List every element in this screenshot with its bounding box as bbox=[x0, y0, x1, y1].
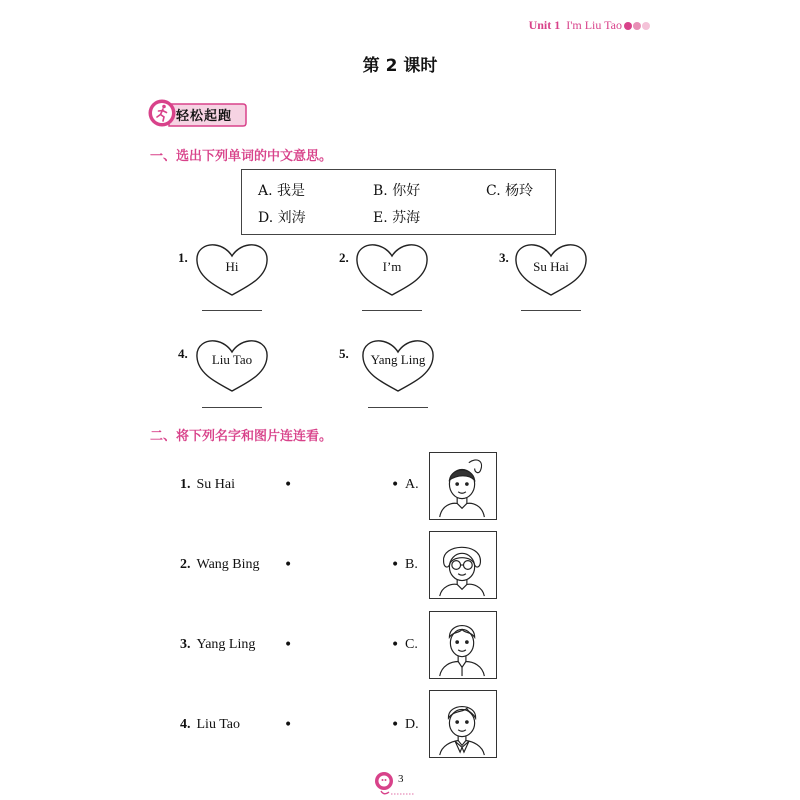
boy-with-collar-icon bbox=[430, 691, 496, 757]
match-name bbox=[180, 637, 255, 653]
section2-title: 二、将下列名字和图片连连看。 bbox=[150, 429, 333, 444]
picture-frame[interactable] bbox=[429, 690, 497, 758]
name-dot[interactable]: • bbox=[284, 637, 293, 653]
picture-frame[interactable] bbox=[429, 531, 497, 599]
match-name bbox=[180, 557, 260, 573]
match-number: 1. bbox=[180, 477, 191, 492]
header-unit: Unit 1 bbox=[528, 18, 561, 32]
picture-letter: D. bbox=[405, 717, 419, 732]
match-name bbox=[180, 717, 240, 733]
heart-word: Hi bbox=[225, 259, 239, 274]
item-number: 2. bbox=[339, 250, 349, 265]
item-number: 5. bbox=[339, 346, 349, 361]
picture-dot[interactable]: • bbox=[391, 717, 400, 733]
heart-word: I’m bbox=[382, 259, 402, 274]
item-number: 3. bbox=[499, 250, 509, 265]
match-name-text: Yang Ling bbox=[196, 637, 256, 652]
picture-dot[interactable]: • bbox=[391, 637, 400, 653]
name-dot[interactable]: • bbox=[284, 477, 293, 493]
match-name-text: Liu Tao bbox=[196, 717, 240, 732]
answer-line[interactable] bbox=[368, 407, 428, 408]
choice-b: B. 你好 bbox=[373, 183, 421, 199]
name-dot[interactable]: • bbox=[284, 557, 293, 573]
child-with-glasses-icon bbox=[430, 532, 496, 598]
picture-dot[interactable]: • bbox=[391, 477, 400, 493]
match-name-text: Su Hai bbox=[196, 477, 235, 492]
match-name bbox=[180, 477, 235, 493]
header-title: I'm Liu Tao bbox=[566, 18, 622, 32]
choice-a: A. 我是 bbox=[258, 183, 306, 199]
item-number: 4. bbox=[178, 346, 188, 361]
lesson-title: 第 2 课时 bbox=[362, 56, 438, 76]
boy-short-hair-icon bbox=[430, 612, 496, 678]
heart-word: Liu Tao bbox=[211, 352, 253, 367]
answer-line[interactable] bbox=[362, 310, 422, 311]
picture-letter: B. bbox=[405, 557, 418, 572]
item-number: 1. bbox=[178, 250, 188, 265]
page-number: 3 bbox=[398, 773, 404, 785]
choice-c: C. 杨玲 bbox=[486, 183, 534, 199]
picture-dot[interactable]: • bbox=[391, 557, 400, 573]
name-dot[interactable]: • bbox=[284, 717, 293, 733]
header-dot bbox=[633, 22, 641, 30]
choice-d: D. 刘涛 bbox=[258, 210, 306, 226]
footer-mascot-icon bbox=[373, 769, 417, 797]
picture-letter: A. bbox=[405, 477, 419, 492]
answer-line[interactable] bbox=[202, 407, 262, 408]
picture-frame[interactable] bbox=[429, 611, 497, 679]
match-number: 4. bbox=[180, 717, 191, 732]
match-number: 2. bbox=[180, 557, 191, 572]
picture-frame[interactable] bbox=[429, 452, 497, 520]
header-dots bbox=[623, 19, 650, 34]
header-dot bbox=[642, 22, 650, 30]
picture-letter: C. bbox=[405, 637, 418, 652]
heart-word: Su Hai bbox=[533, 259, 569, 274]
running-header bbox=[529, 18, 650, 34]
answer-line[interactable] bbox=[202, 310, 262, 311]
answer-line[interactable] bbox=[521, 310, 581, 311]
header-dot bbox=[624, 22, 632, 30]
choice-box bbox=[241, 169, 556, 235]
girl-with-ponytail-icon bbox=[430, 453, 496, 519]
heart-word: Yang Ling bbox=[370, 352, 426, 367]
choice-e: E. 苏海 bbox=[373, 210, 421, 226]
badge-label: 轻松起跑 bbox=[176, 109, 233, 124]
match-name-text: Wang Bing bbox=[196, 557, 260, 572]
match-number: 3. bbox=[180, 637, 191, 652]
section1-title: 一、选出下列单词的中文意思。 bbox=[150, 149, 333, 164]
